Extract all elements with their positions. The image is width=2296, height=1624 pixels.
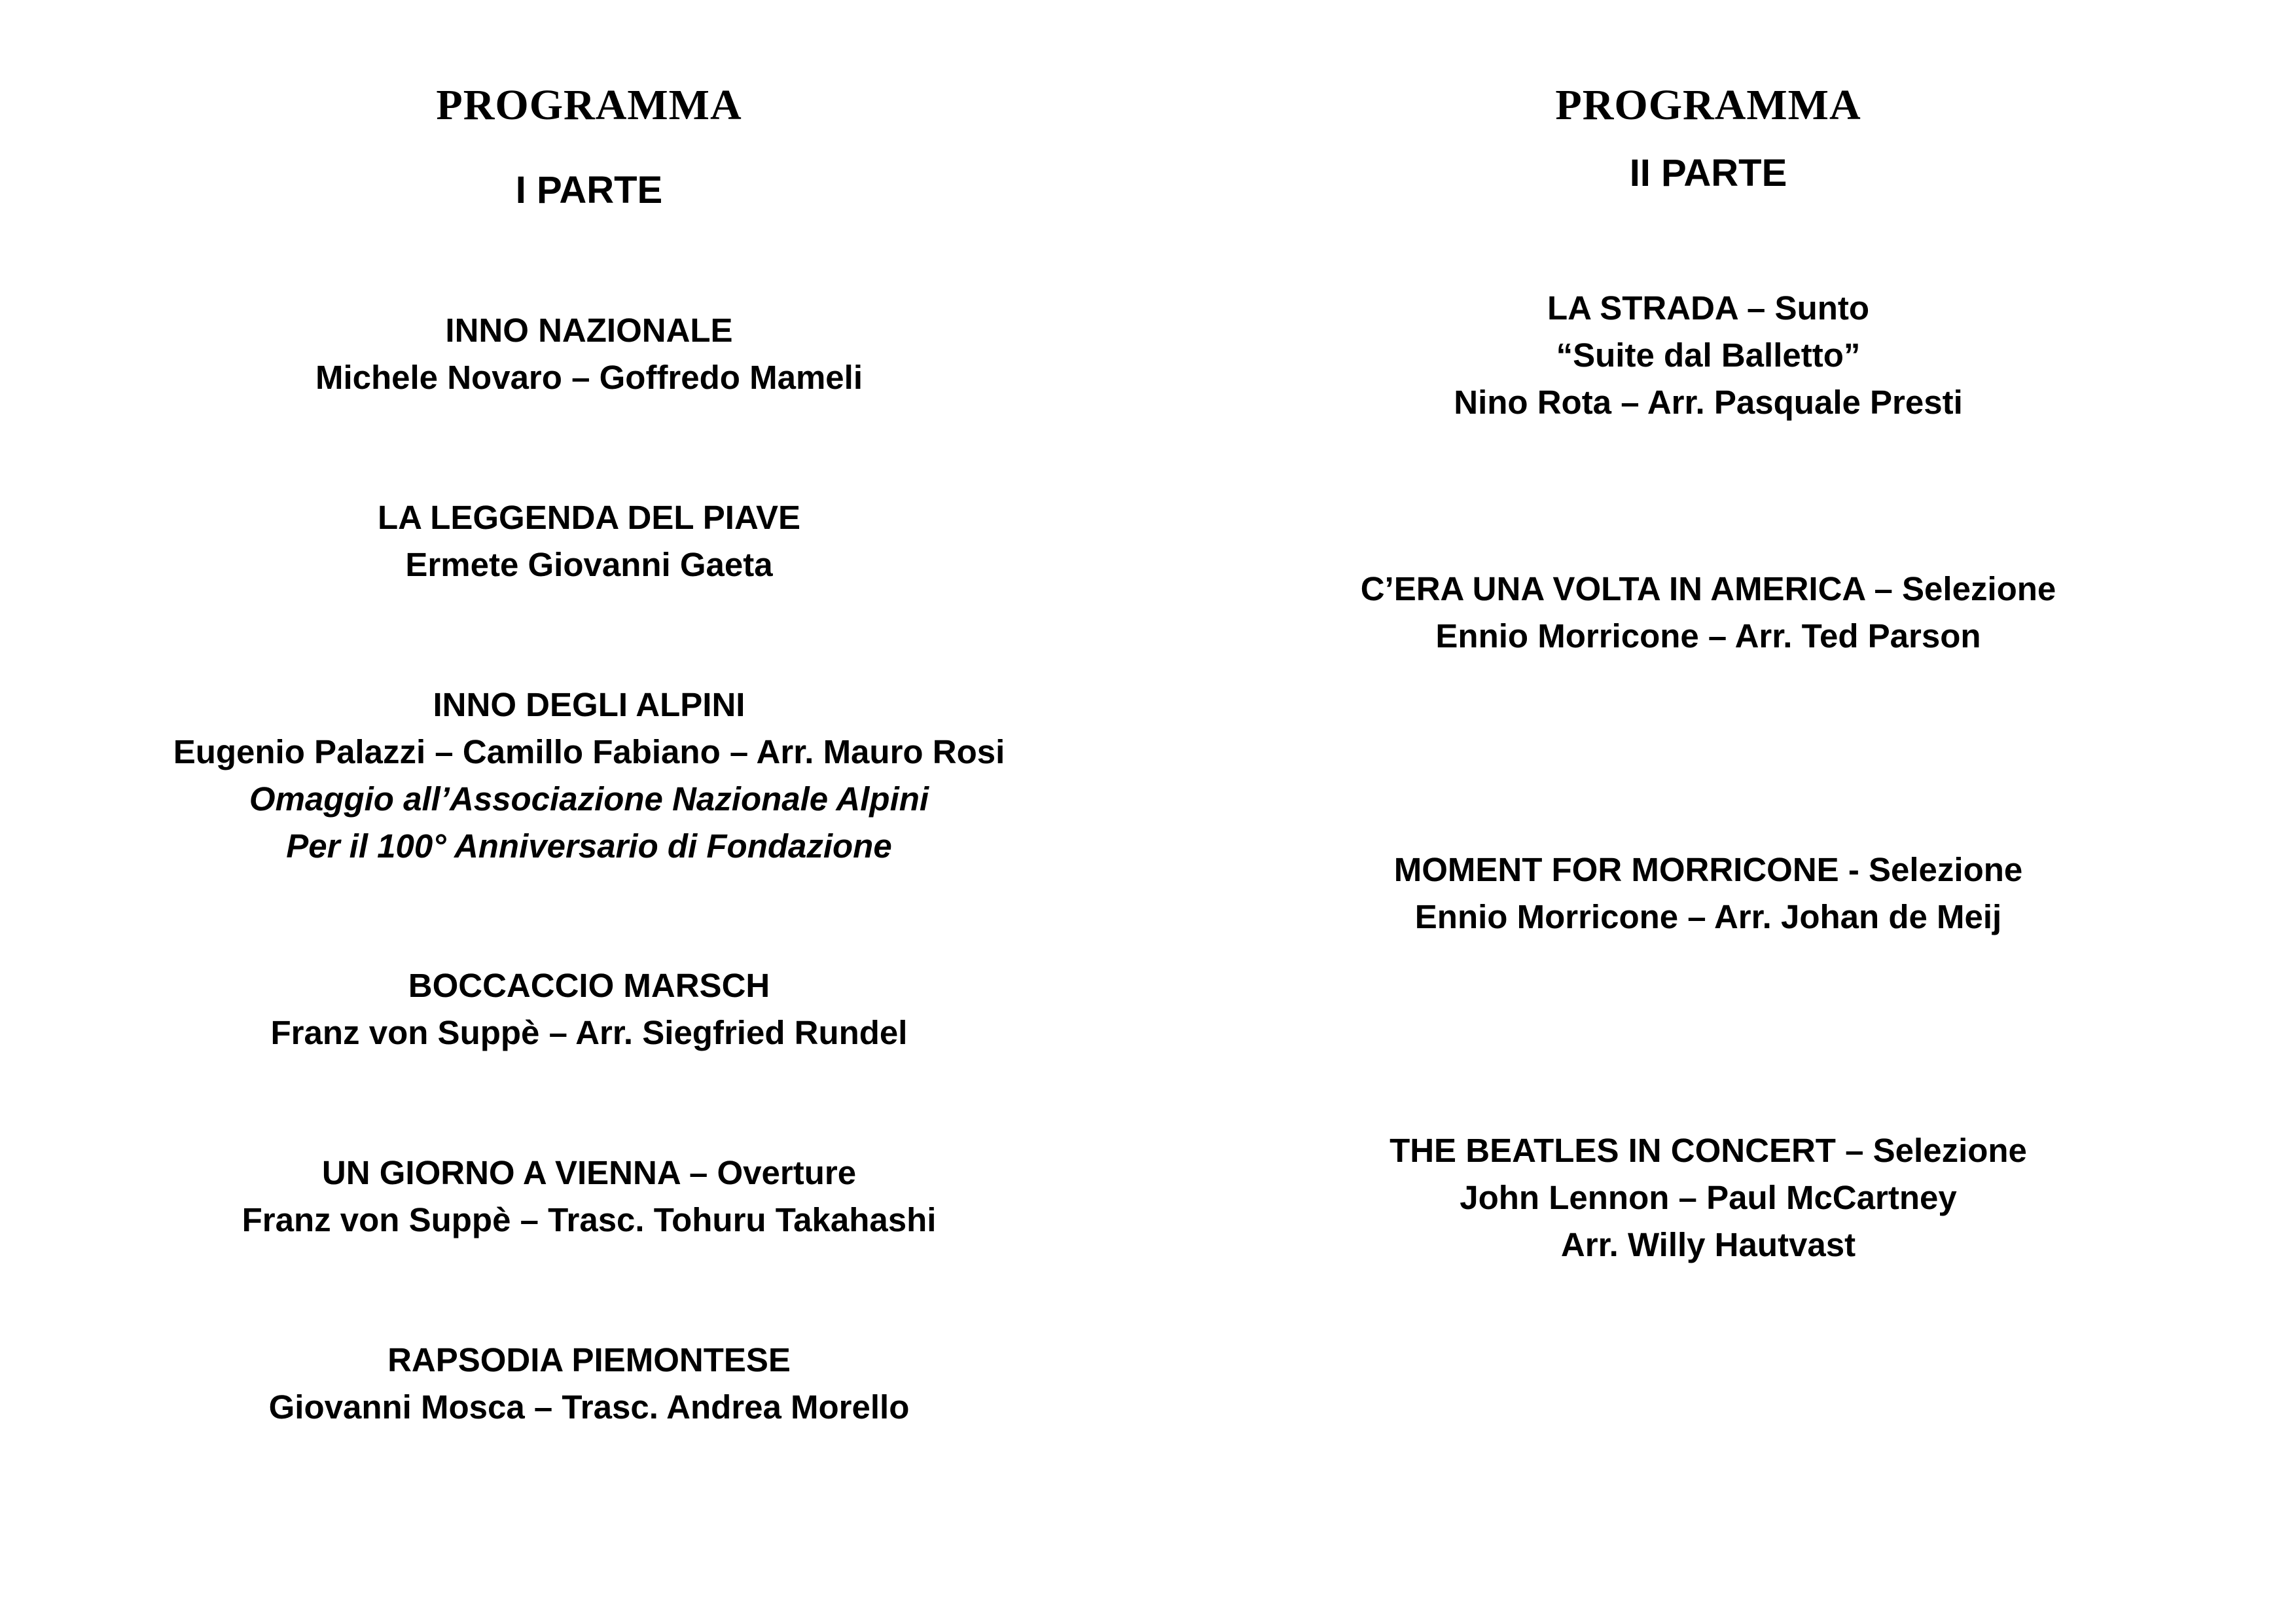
piece-subtitle: “Suite dal Balletto” [1556, 336, 1861, 374]
piece-title: LA STRADA – Sunto [1547, 289, 1870, 327]
piece-credits: Michele Novaro – Goffredo Mameli [315, 359, 863, 396]
program-item [65, 681, 1113, 870]
piece-credits: Ennio Morricone – Arr. Johan de Meij [1414, 898, 2002, 935]
program-item [1185, 846, 2232, 941]
program-item [1185, 285, 2232, 426]
piece-credits: Nino Rota – Arr. Pasquale Presti [1454, 384, 1963, 421]
piece-title: INNO NAZIONALE [445, 312, 733, 349]
part-one-label: I PARTE [515, 169, 663, 211]
program-item [1185, 566, 2232, 660]
piece-credits: Eugenio Palazzi – Camillo Fabiano – Arr. Mauro Rosi [173, 733, 1005, 770]
piece-title: MOMENT FOR MORRICONE - Selezione [1393, 851, 2023, 888]
piece-credits: Franz von Suppè – Trasc. Tohuru Takahashi [242, 1201, 937, 1238]
piece-title: BOCCACCIO MARSCH [408, 967, 770, 1004]
program-item [65, 307, 1113, 401]
piece-title: LA LEGGENDA DEL PIAVE [377, 499, 801, 536]
piece-credits: Ermete Giovanni Gaeta [405, 546, 773, 583]
piece-title: UN GIORNO A VIENNA – Overture [321, 1154, 857, 1191]
piece-title: THE BEATLES IN CONCERT – Selezione [1390, 1132, 2027, 1169]
piece-title: RAPSODIA PIEMONTESE [387, 1341, 791, 1379]
piece-credits: John Lennon – Paul McCartney [1460, 1179, 1957, 1216]
part-two-label: II PARTE [1629, 152, 1787, 194]
program-item [65, 1337, 1113, 1431]
piece-title: INNO DEGLI ALPINI [433, 686, 745, 723]
program-item [1185, 1127, 2232, 1269]
piece-credits: Franz von Suppè – Arr. Siegfried Rundel [270, 1014, 908, 1051]
piece-credits: Giovanni Mosca – Trasc. Andrea Morello [268, 1388, 910, 1426]
program-item [65, 1149, 1113, 1244]
piece-note: Omaggio all’Associazione Nazionale Alpini [249, 780, 929, 818]
programme-heading: PROGRAMMA [1555, 81, 1861, 129]
piece-credits: Ennio Morricone – Arr. Ted Parson [1435, 617, 1981, 655]
piece-arranger: Arr. Willy Hautvast [1560, 1226, 1856, 1263]
piece-title: C’ERA UNA VOLTA IN AMERICA – Selezione [1360, 570, 2056, 607]
programme-heading: PROGRAMMA [436, 81, 742, 129]
program-item [65, 962, 1113, 1056]
piece-note: Per il 100° Anniversario di Fondazione [286, 827, 892, 865]
program-item [65, 494, 1113, 588]
